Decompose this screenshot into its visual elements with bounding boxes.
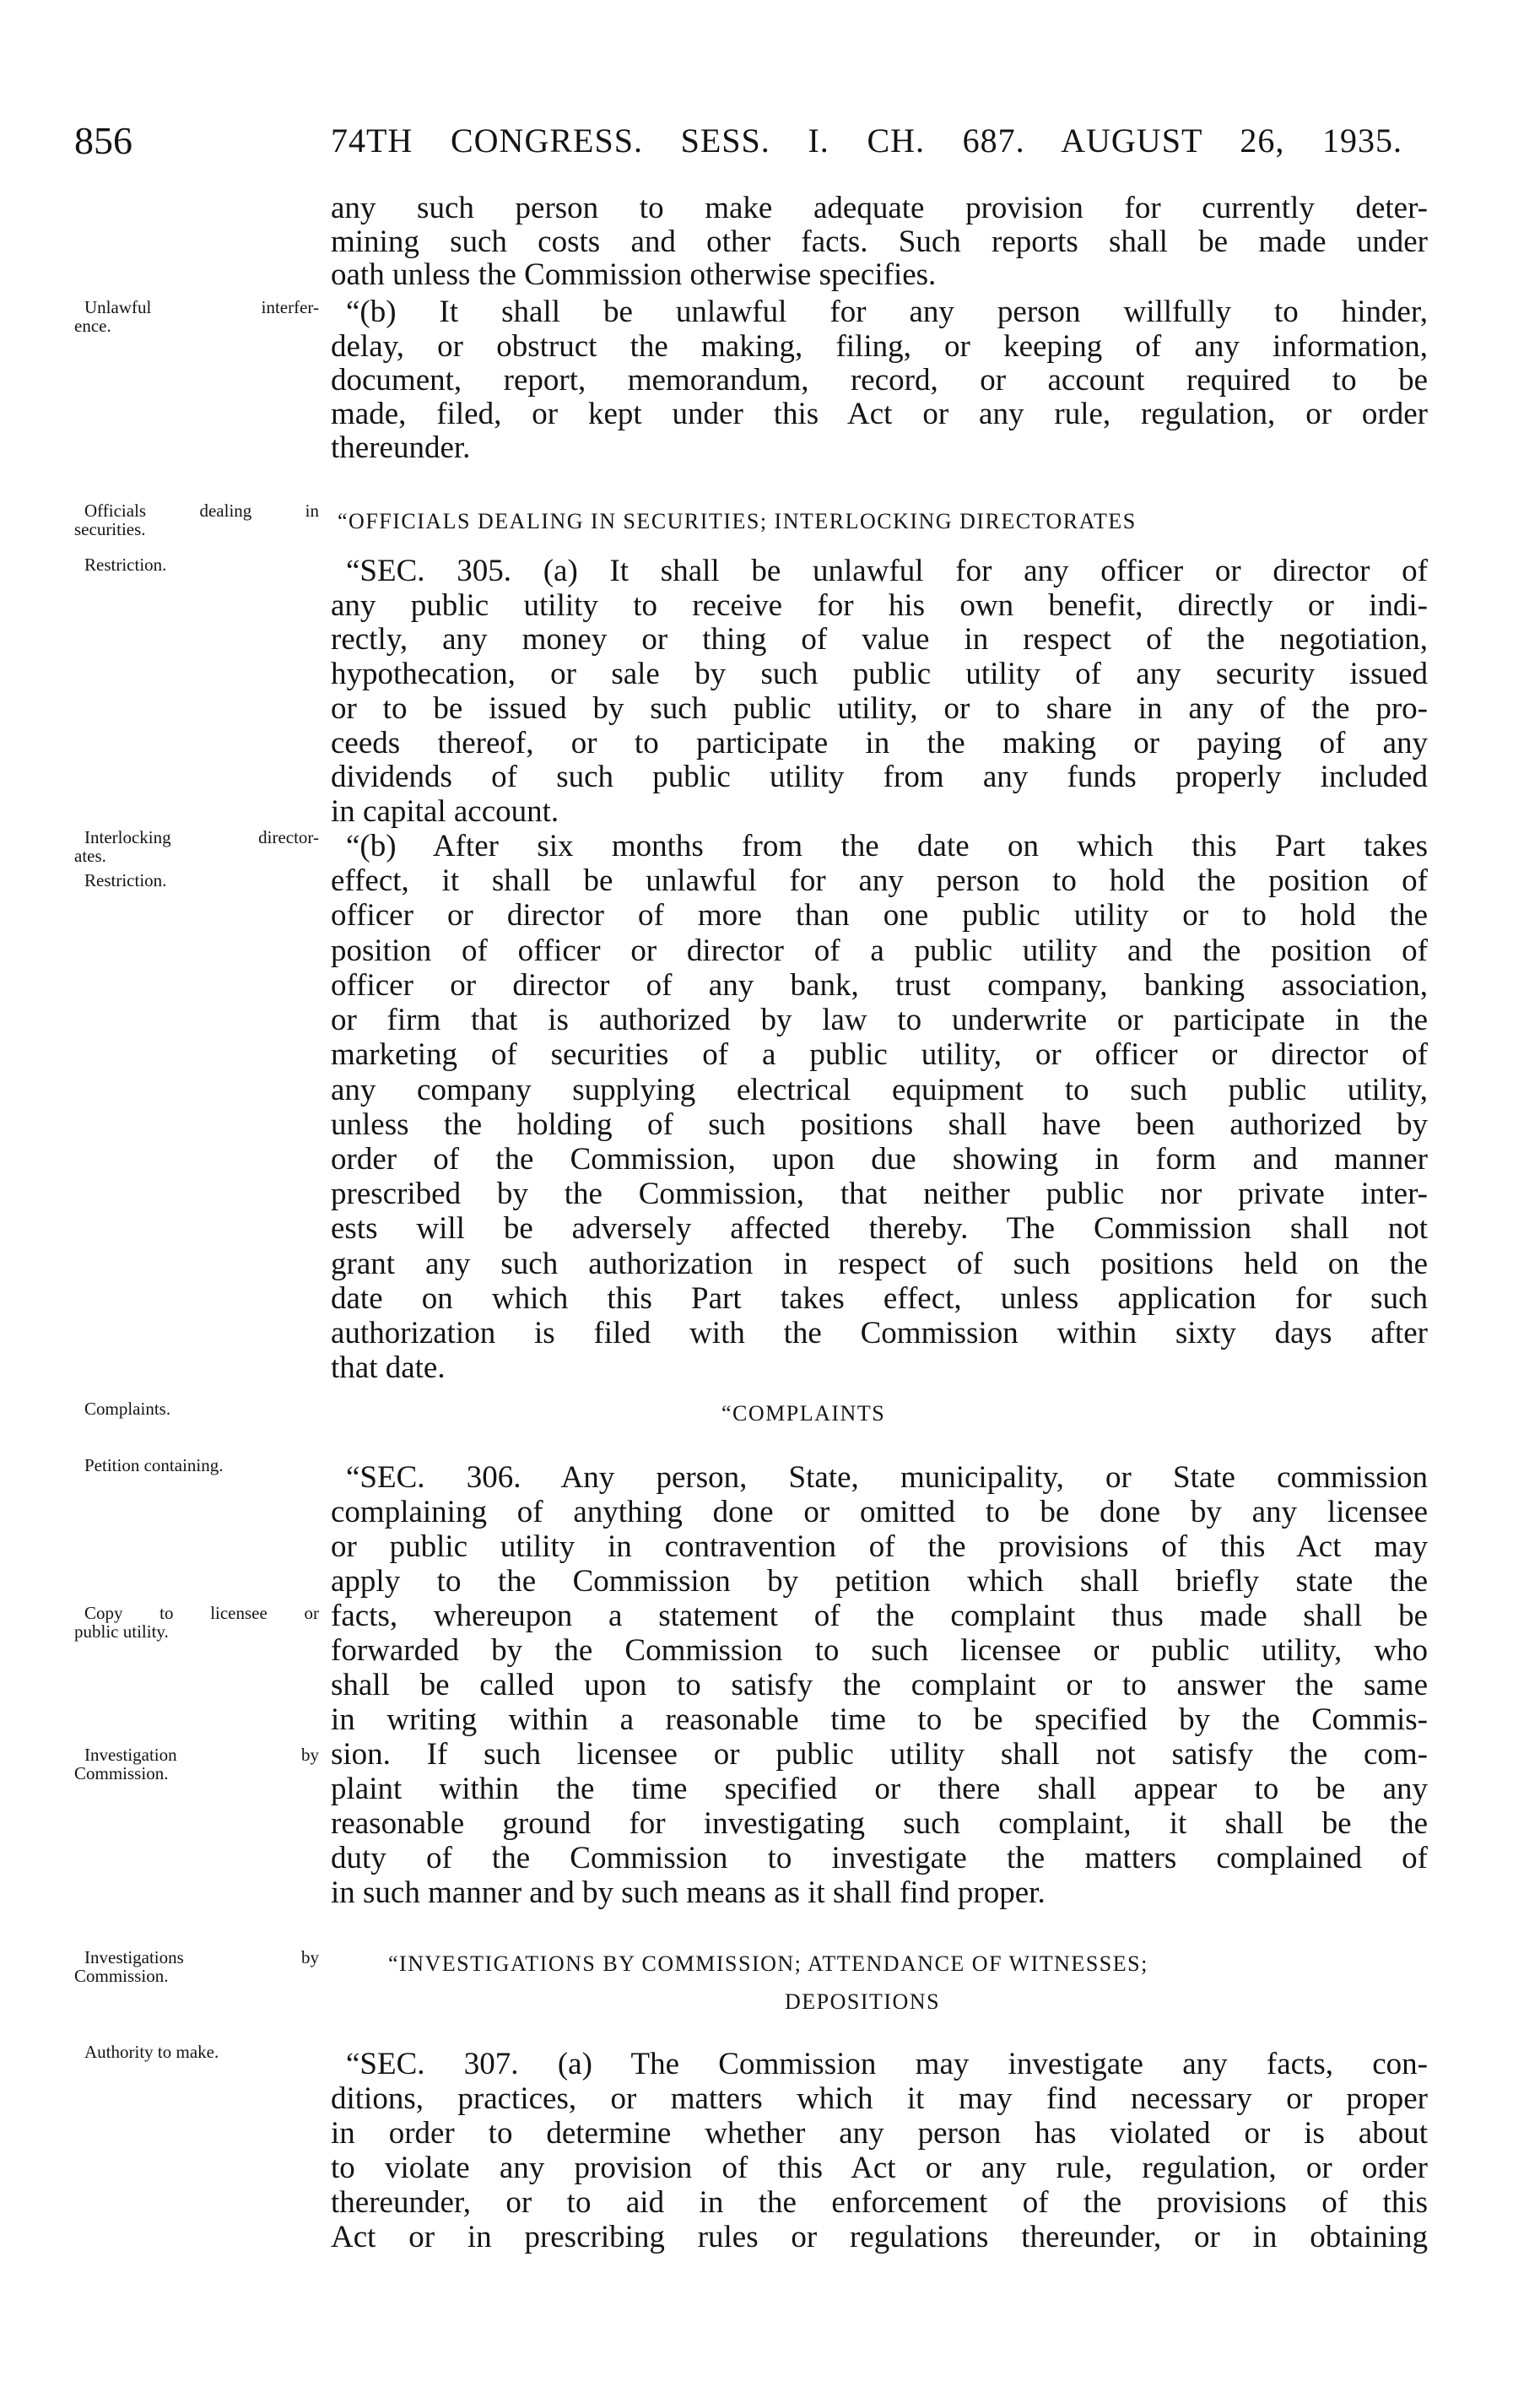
text-line: position of officer or director of a public utility and the position of <box>331 933 1428 968</box>
text-line: “(b) It shall be unlawful for any person willfully to hinder, <box>346 295 1428 330</box>
text-line: “SEC. 307. (a) The Commission may investigate any facts, con- <box>346 2047 1428 2082</box>
margin-note <box>74 1745 319 1783</box>
margin-note-line: Officials dealing in <box>84 500 319 521</box>
margin-note <box>74 298 319 335</box>
text-line: shall be called upon to satisfy the complaint or to answer the same <box>331 1668 1428 1703</box>
text-line: or to be issued by such public utility, or to share in any of the pro- <box>331 690 1428 726</box>
text-line: facts, whereupon a statement of the complaint thus made shall be <box>331 1599 1428 1634</box>
text-line: in capital account. <box>331 794 559 830</box>
margin-note <box>74 501 319 538</box>
text-line: authorization is filed with the Commission within sixty days after <box>331 1316 1428 1351</box>
text-line: “SEC. 306. Any person, State, municipality, or State commission <box>346 1460 1428 1496</box>
margin-note <box>74 1399 319 1418</box>
text-line: marketing of securities of a public utility, or officer or director of <box>331 1037 1428 1073</box>
margin-note-line: ates. <box>74 845 106 866</box>
text-line: sion. If such licensee or public utility shall not satisfy the com- <box>331 1737 1428 1772</box>
text-line: document, report, memorandum, record, or account required to be <box>331 362 1428 398</box>
text-line: grant any such authorization in respect of such positions held on the <box>331 1246 1428 1281</box>
margin-note-line: Investigation by <box>84 1744 319 1765</box>
margin-note-line: Commission. <box>74 1762 169 1783</box>
margin-note <box>74 1456 319 1475</box>
text-line: made, filed, or kept under this Act or any rule, regulation, or order <box>331 396 1428 431</box>
text-line: in such manner and by such means as it shall find proper. <box>331 1875 1046 1911</box>
margin-note-line: Commission. <box>74 1966 169 1987</box>
text-line: order of the Commission, upon due showing in form and manner <box>331 1142 1428 1177</box>
text-line: any public utility to receive for his own benefit, directly or indi- <box>331 587 1428 623</box>
margin-note <box>74 828 319 865</box>
text-line: or public utility in contravention of the provisions of this Act may <box>331 1529 1428 1565</box>
text-line: delay, or obstruct the making, filing, or keeping of any information, <box>331 328 1428 364</box>
text-line: prescribed by the Commission, that neither public nor private inter- <box>331 1177 1428 1212</box>
margin-note <box>74 871 319 890</box>
page-number: 856 <box>74 119 132 162</box>
text-line: in order to determine whether any person has violated or is about <box>331 2116 1428 2151</box>
text-line: unless the holding of such positions shall have been authorized by <box>331 1107 1428 1142</box>
margin-note-line: Restriction. <box>84 870 167 891</box>
text-line: any company supplying electrical equipment to such public utility, <box>331 1072 1428 1107</box>
margin-note-line: Unlawful interfer- <box>84 297 319 318</box>
margin-note-line: ence. <box>74 316 111 337</box>
text-line: dividends of such public utility from any funds properly included <box>331 760 1428 795</box>
text-line: rectly, any money or thing of value in respect of the negotiation, <box>331 622 1428 658</box>
margin-note-line: securities. <box>74 518 146 539</box>
text-line: “(b) After six months from the date on which this Part takes <box>346 829 1428 864</box>
text-line: plaint within the time specified or there shall appear to be any <box>331 1772 1428 1807</box>
text-line: thereunder. <box>331 430 471 465</box>
running-head: 74TH CONGRESS. SESS. I. CH. 687. AUGUST 26, 1935. <box>331 122 1402 160</box>
section-heading: DEPOSITIONS <box>785 1989 941 2014</box>
text-line: “SEC. 305. (a) It shall be unlawful for any officer or director of <box>346 553 1428 588</box>
text-line: ests will be adversely affected thereby. The Commission shall not <box>331 1211 1428 1247</box>
margin-note <box>74 1948 319 1985</box>
margin-note-line: Petition containing. <box>84 1455 224 1476</box>
margin-note-line: Copy to licensee or <box>84 1603 319 1624</box>
text-line: mining such costs and other facts. Such reports shall be made under <box>331 224 1428 259</box>
text-line: date on which this Part takes effect, unless application for such <box>331 1280 1428 1316</box>
margin-note-line: public utility. <box>74 1621 169 1642</box>
margin-note <box>74 555 319 574</box>
margin-note <box>74 2043 319 2061</box>
section-heading: “OFFICIALS DEALING IN SECURITIES; INTERLOCKING DIRECTORATES <box>338 509 1137 534</box>
text-line: duty of the Commission to investigate the matters complained of <box>331 1841 1428 1876</box>
text-line: Act or in prescribing rules or regulations thereunder, or in obtaining <box>331 2220 1428 2255</box>
text-line: complaining of anything done or omitted to be done by any licensee <box>331 1495 1428 1530</box>
section-heading: “COMPLAINTS <box>721 1401 886 1426</box>
text-line: forwarded by the Commission to such licensee or public utility, who <box>331 1633 1428 1669</box>
text-line: in writing within a reasonable time to be specified by the Commis- <box>331 1702 1428 1738</box>
text-line: apply to the Commission by petition which shall briefly state the <box>331 1564 1428 1599</box>
text-line: thereunder, or to aid in the enforcement of the provisions of this <box>331 2185 1428 2221</box>
text-line: or firm that is authorized by law to underwrite or participate in the <box>331 1003 1428 1038</box>
margin-note-line: Complaints. <box>84 1398 171 1419</box>
text-line: any such person to make adequate provision for currently deter- <box>331 191 1428 226</box>
text-line: oath unless the Commission otherwise specifies. <box>331 257 937 292</box>
margin-note-line: Authority to make. <box>84 2042 219 2063</box>
text-line: to violate any provision of this Act or any rule, regulation, or order <box>331 2151 1428 2186</box>
text-line: ceeds thereof, or to participate in the making or paying of any <box>331 725 1428 760</box>
text-line: that date. <box>331 1350 446 1386</box>
text-line: officer or director of more than one public utility or to hold the <box>331 898 1428 934</box>
margin-note-line: Investigations by <box>84 1947 319 1968</box>
text-line: reasonable ground for investigating such complaint, it shall be the <box>331 1806 1428 1842</box>
text-line: hypothecation, or sale by such public utility of any security issued <box>331 657 1428 692</box>
text-line: ditions, practices, or matters which it may find necessary or proper <box>331 2081 1428 2117</box>
text-line: officer or director of any bank, trust company, banking association, <box>331 967 1428 1003</box>
text-line: effect, it shall be unlawful for any person to hold the position of <box>331 863 1428 899</box>
margin-note <box>74 1604 319 1641</box>
margin-note-line: Restriction. <box>84 555 167 576</box>
margin-note-line: Interlocking director- <box>84 826 319 847</box>
section-heading: “INVESTIGATIONS BY COMMISSION; ATTENDANCE OF WITNESSES; <box>388 1951 1148 1977</box>
